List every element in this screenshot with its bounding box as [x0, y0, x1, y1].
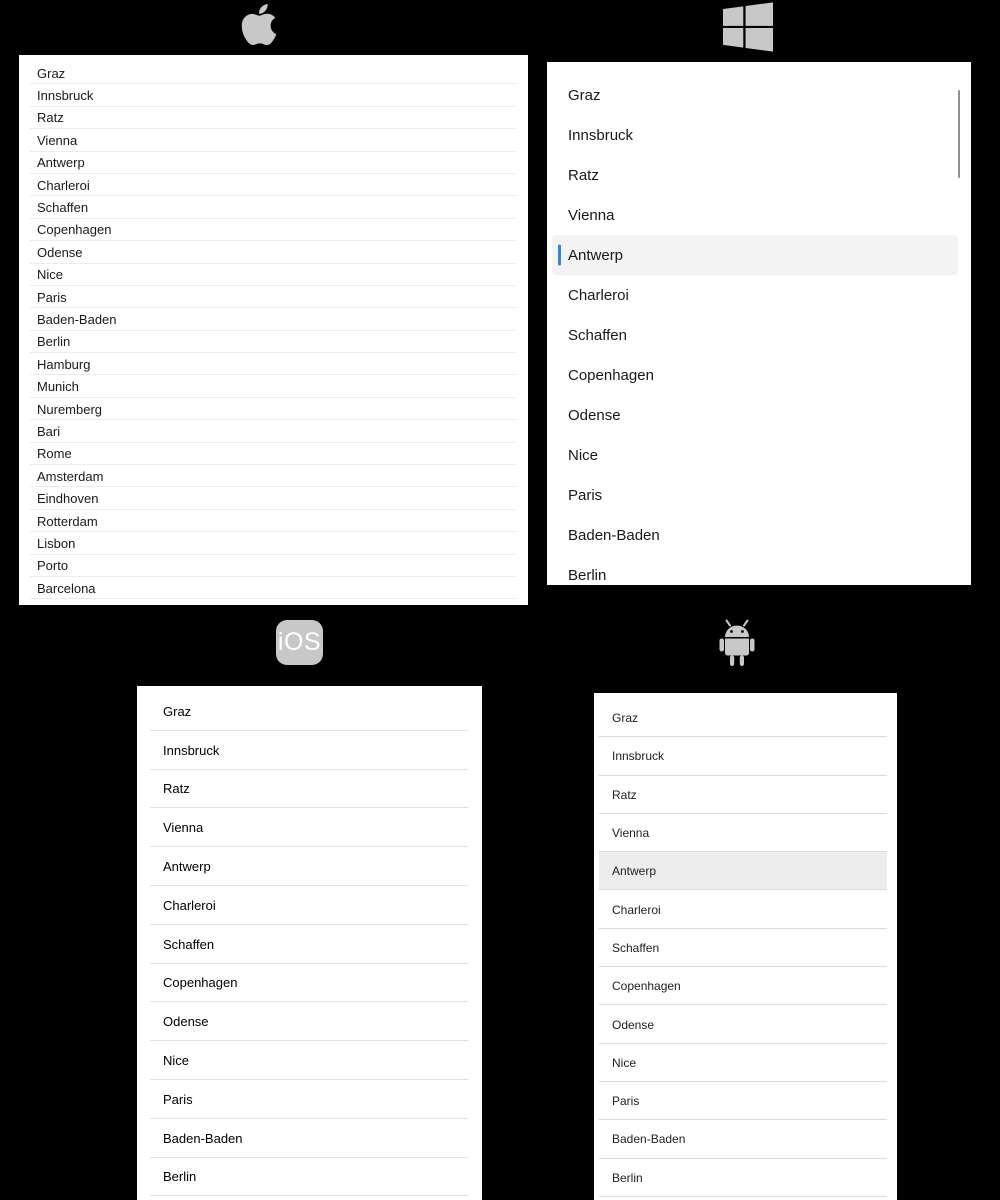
list-item[interactable] — [19, 129, 528, 151]
list-item[interactable] — [599, 814, 887, 852]
city-label: Lisbon — [37, 535, 76, 551]
city-label: Paris — [163, 1091, 193, 1107]
city-label: Innsbruck — [568, 126, 634, 144]
list-item[interactable] — [137, 1041, 482, 1080]
city-label: Paris — [37, 289, 67, 305]
list-item[interactable] — [137, 1002, 482, 1041]
city-label: Berlin — [568, 566, 607, 584]
list-item[interactable] — [552, 355, 958, 395]
list-item[interactable] — [599, 1159, 887, 1197]
list-item[interactable] — [599, 1082, 887, 1120]
city-label: Innsbruck — [37, 88, 94, 104]
selection-accent-bar — [558, 245, 561, 266]
city-label: Baden-Baden — [37, 311, 117, 327]
list-item[interactable] — [19, 420, 528, 442]
list-item[interactable] — [599, 776, 887, 814]
city-label: Schaffen — [37, 200, 89, 216]
city-label: Copenhagen — [163, 975, 238, 991]
list-item[interactable] — [137, 1158, 482, 1197]
list-item[interactable] — [599, 699, 887, 737]
city-label: Rome — [37, 446, 72, 462]
list-item[interactable] — [552, 395, 958, 435]
list-item[interactable] — [137, 847, 482, 886]
list-item[interactable] — [19, 219, 528, 241]
list-item[interactable] — [19, 196, 528, 218]
list-item[interactable] — [552, 475, 958, 515]
windows-icon — [723, 2, 773, 52]
ios-icon-label: iOS — [277, 628, 322, 656]
list-item[interactable] — [19, 152, 528, 174]
list-item[interactable] — [137, 886, 482, 925]
list-item[interactable] — [552, 155, 958, 195]
macos-city-list — [19, 55, 528, 599]
list-item[interactable] — [552, 115, 958, 155]
list-item-selected[interactable] — [552, 235, 958, 275]
city-label: Baden-Baden — [163, 1130, 243, 1146]
ios-city-list — [137, 686, 482, 1196]
list-item[interactable] — [599, 929, 887, 967]
city-label: Paris — [612, 1094, 640, 1109]
list-item[interactable] — [137, 808, 482, 847]
ios-list-panel — [137, 686, 482, 1200]
list-item[interactable] — [19, 107, 528, 129]
city-label: Nice — [37, 267, 64, 283]
macos-list-panel — [19, 55, 528, 605]
list-item[interactable] — [19, 62, 528, 84]
list-item[interactable] — [552, 555, 958, 585]
list-item[interactable] — [19, 84, 528, 106]
city-label: Graz — [163, 703, 192, 719]
list-item[interactable] — [19, 532, 528, 554]
list-item[interactable] — [19, 286, 528, 308]
city-label: Berlin — [163, 1169, 197, 1185]
city-label: Vienna — [568, 206, 615, 224]
list-item[interactable] — [137, 1080, 482, 1119]
city-label: Vienna — [612, 826, 650, 841]
list-item[interactable] — [137, 731, 482, 770]
list-item[interactable] — [599, 890, 887, 928]
list-item[interactable] — [137, 925, 482, 964]
city-label: Rotterdam — [37, 513, 98, 529]
list-item[interactable] — [19, 465, 528, 487]
city-label: Ratz — [37, 110, 64, 126]
city-label: Nice — [568, 446, 599, 464]
city-label: Schaffen — [568, 326, 627, 344]
city-label: Odense — [163, 1014, 209, 1030]
list-item[interactable] — [552, 515, 958, 555]
city-label: Charleroi — [612, 902, 661, 917]
city-label: Berlin — [37, 334, 71, 350]
list-item-selected[interactable] — [599, 852, 887, 890]
windows-list-panel — [547, 62, 971, 585]
city-label: Graz — [612, 711, 639, 726]
city-label: Schaffen — [612, 940, 660, 955]
city-label: Odense — [37, 244, 83, 260]
city-label: Copenhagen — [568, 366, 654, 384]
city-label: Graz — [37, 65, 66, 81]
ios-icon — [276, 620, 323, 665]
city-label: Innsbruck — [612, 749, 665, 764]
list-item[interactable] — [19, 577, 528, 599]
city-label: Porto — [37, 558, 69, 574]
city-label: Odense — [568, 406, 621, 424]
city-label: Vienna — [163, 820, 204, 836]
list-item[interactable] — [599, 1005, 887, 1043]
list-item[interactable] — [599, 1120, 887, 1158]
city-label: Copenhagen — [612, 979, 681, 994]
list-item[interactable] — [19, 398, 528, 420]
vertical-scrollbar[interactable] — [958, 90, 960, 178]
city-label: Antwerp — [163, 859, 211, 875]
list-item[interactable] — [19, 555, 528, 577]
city-label: Munich — [37, 379, 79, 395]
list-item[interactable] — [19, 353, 528, 375]
list-item[interactable] — [552, 75, 958, 115]
list-item[interactable] — [137, 770, 482, 809]
city-label: Eindhoven — [37, 491, 99, 507]
list-item[interactable] — [599, 967, 887, 1005]
list-item[interactable] — [19, 487, 528, 509]
android-list-panel — [594, 693, 897, 1200]
city-label: Barcelona — [37, 580, 96, 596]
windows-city-list — [547, 62, 971, 585]
list-item[interactable] — [137, 964, 482, 1003]
city-label: Copenhagen — [37, 222, 112, 238]
city-label: Charleroi — [568, 286, 629, 304]
city-label: Schaffen — [163, 936, 215, 952]
city-label: Bari — [37, 423, 61, 439]
city-label: Vienna — [37, 132, 78, 148]
list-item[interactable] — [19, 308, 528, 330]
list-item[interactable] — [137, 692, 482, 731]
city-label: Nice — [163, 1053, 190, 1069]
city-label: Baden-Baden — [612, 1132, 686, 1147]
city-label: Nice — [612, 1055, 637, 1070]
city-label: Antwerp — [612, 864, 657, 879]
list-item[interactable] — [137, 1119, 482, 1158]
city-label: Charleroi — [37, 177, 90, 193]
android-icon — [717, 618, 757, 668]
city-label: Ratz — [163, 781, 190, 797]
city-label: Antwerp — [37, 155, 85, 171]
city-label: Innsbruck — [163, 742, 220, 758]
city-label: Antwerp — [568, 246, 624, 264]
list-item[interactable] — [19, 375, 528, 397]
city-label: Amsterdam — [37, 468, 104, 484]
list-item[interactable] — [19, 241, 528, 263]
list-item[interactable] — [19, 264, 528, 286]
android-city-list — [599, 693, 887, 1197]
apple-icon — [241, 1, 277, 48]
list-item[interactable] — [552, 195, 958, 235]
city-label: Hamburg — [37, 356, 91, 372]
list-item[interactable] — [552, 275, 958, 315]
list-item[interactable] — [599, 1044, 887, 1082]
list-item[interactable] — [19, 443, 528, 465]
city-label: Graz — [568, 86, 601, 104]
city-label: Paris — [568, 486, 603, 504]
list-item[interactable] — [552, 435, 958, 475]
list-item[interactable] — [599, 737, 887, 775]
list-item[interactable] — [19, 331, 528, 353]
city-label: Charleroi — [163, 897, 216, 913]
list-item[interactable] — [19, 510, 528, 532]
list-item[interactable] — [552, 315, 958, 355]
city-label: Baden-Baden — [568, 526, 660, 544]
city-label: Odense — [612, 1017, 655, 1032]
city-label: Nuremberg — [37, 401, 103, 417]
city-label: Berlin — [612, 1170, 643, 1185]
city-label: Ratz — [568, 166, 599, 184]
list-item[interactable] — [19, 174, 528, 196]
city-label: Ratz — [612, 787, 637, 802]
